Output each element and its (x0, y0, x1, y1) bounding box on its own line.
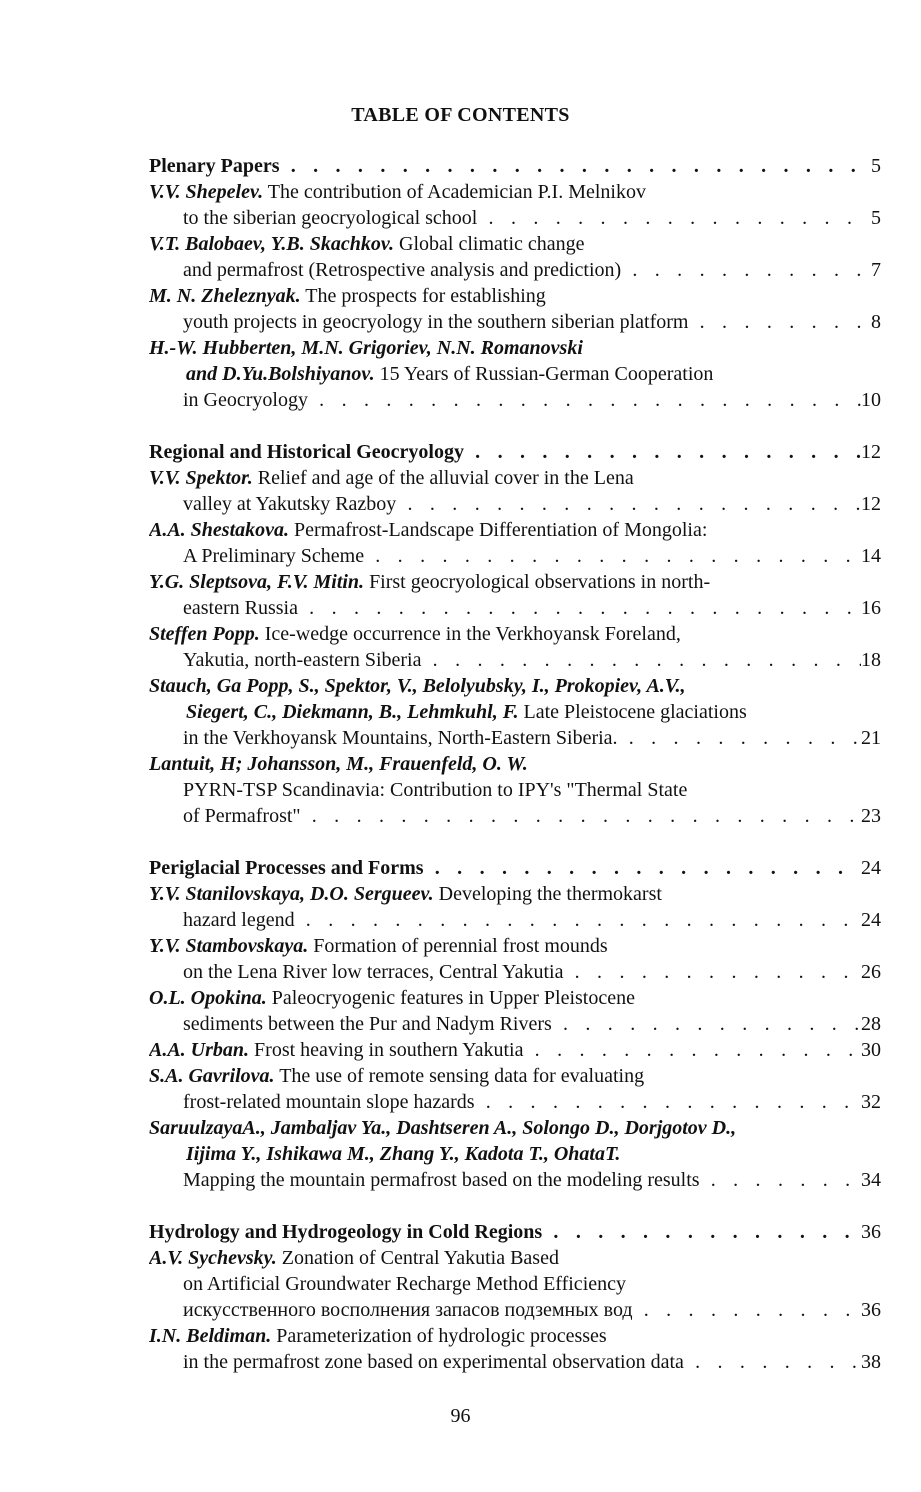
entry-title: Mapping the mountain permafrost based on the modeling results . . (183, 1167, 861, 1193)
entry-title: Global climatic change (394, 233, 585, 255)
entry-authors: M. N. Zheleznyak. (149, 285, 301, 307)
page-ref: 36 (861, 1221, 881, 1243)
page-ref: 7 (871, 259, 881, 281)
entry-authors: V.T. Balobaev, Y.B. Skachkov. (149, 233, 395, 255)
toc-entry-shepelev (0, 179, 921, 205)
entry-authors: O.L. Opokina. (149, 987, 267, 1009)
entry-title: First geocryological observations in north- (364, 571, 711, 593)
toc-entry-saruulzaya (0, 1115, 921, 1141)
page-ref: 34 (861, 1169, 881, 1191)
page-title: TABLE OF CONTENTS (351, 104, 570, 126)
entry-title-cont: in the Verkhoyansk Mountains, North-Eastern Siberia. . . (183, 725, 861, 751)
entry-title-cont: frost-related mountain slope hazards . . (183, 1089, 861, 1115)
page-ref: 21 (861, 727, 881, 749)
toc-entry-opokina (0, 985, 921, 1011)
page-ref: 24 (861, 909, 881, 931)
toc-entry-spektor (0, 465, 921, 491)
page-ref: 30 (861, 1039, 881, 1061)
entry-title: Developing the thermokarst (433, 883, 662, 905)
section-heading-regional: Regional and Historical Geocryology . . 12 (0, 439, 921, 465)
entry-title-cont: eastern Russia . . (183, 595, 861, 621)
toc-entry-sleptsova (0, 569, 921, 595)
toc-entry-stanilovskaya (0, 881, 921, 907)
entry-title-cont: искусственного восполнения запасов подземных вод . . (183, 1297, 861, 1323)
toc-entry-balobaev (0, 231, 921, 257)
entry-title: Formation of perennial frost mounds (308, 935, 608, 957)
page-ref: 18 (861, 649, 881, 671)
page-ref: 14 (861, 545, 881, 567)
toc-entry-beldiman (0, 1323, 921, 1349)
entry-authors: Y.G. Sleptsova, F.V. Mitin. (149, 571, 365, 593)
page-ref: 26 (861, 961, 881, 983)
toc-entry-popp (0, 621, 921, 647)
page-ref: 5 (871, 155, 881, 177)
toc-entry-hubberten (0, 335, 921, 361)
page-ref: 28 (861, 1013, 881, 1035)
entry-title-cont: hazard legend . . (183, 907, 861, 933)
entry-title-cont: valley at Yakutsky Razboy . . (183, 491, 861, 517)
entry-title-cont: of Permafrost" . . (183, 803, 861, 829)
entry-title: 15 Years of Russian-German Cooperation (374, 363, 714, 385)
entry-title-cont: in Geocryology . . (183, 387, 861, 413)
entry-authors: SaruulzayaA., Jambaljav Ya., Dashtseren A., Solongo D., Dorjgotov D., (149, 1117, 737, 1139)
entry-title-cont: Yakutia, north-eastern Siberia . . (183, 647, 861, 673)
entry-title-cont: to the siberian geocryological school . . (183, 205, 861, 231)
entry-title: Frost heaving in southern Yakutia (249, 1039, 524, 1061)
entry-title-cont: on Artificial Groundwater Recharge Method Efficiency (183, 1273, 626, 1295)
entry-title: PYRN-TSP Scandinavia: Contribution to IPY's "Thermal State (183, 779, 688, 801)
page-ref: 8 (871, 311, 881, 333)
entry-title: The contribution of Academician P.I. Melnikov (263, 181, 646, 203)
entry-authors-cont: Iijima Y., Ishikawa M., Zhang Y., Kadota T., OhataT. (186, 1143, 621, 1165)
page-ref: 32 (861, 1091, 881, 1113)
entry-title-cont: A Preliminary Scheme . . (183, 543, 861, 569)
entry-title: Ice-wedge occurrence in the Verkhoyansk Foreland, (259, 623, 681, 645)
page-ref: 16 (861, 597, 881, 619)
entry-title: Late Pleistocene glaciations (518, 701, 747, 723)
entry-authors: I.N. Beldiman. (149, 1325, 272, 1347)
toc-entry-sychevsky (0, 1245, 921, 1271)
entry-title: Parameterization of hydrologic processes (271, 1325, 607, 1347)
section-heading-periglacial: Periglacial Processes and Forms . . 24 (0, 855, 921, 881)
entry-authors: Steffen Popp. (149, 623, 260, 645)
section-heading-plenary: Plenary Papers . . 5 (0, 153, 921, 179)
entry-title: Zonation of Central Yakutia Based (276, 1247, 559, 1269)
section-heading-hydrology: Hydrology and Hydrogeology in Cold Regions . . 36 (0, 1219, 921, 1245)
entry-authors: Lantuit, H; Johansson, M., Frauenfeld, O. W. (149, 753, 528, 775)
entry-authors: A.A. Urban. (149, 1039, 250, 1061)
entry-title: Relief and age of the alluvial cover in the Lena (252, 467, 634, 489)
entry-authors-cont: Siegert, C., Diekmann, B., Lehmkuhl, F. (186, 701, 519, 723)
entry-authors: A.V. Sychevsky. (149, 1247, 277, 1269)
page-ref: 5 (871, 207, 881, 229)
entry-title: The use of remote sensing data for evaluating (274, 1065, 645, 1087)
toc-entry-stauch (0, 673, 921, 699)
page-ref: 38 (861, 1351, 881, 1373)
page-ref: 36 (861, 1299, 881, 1321)
page-ref: 23 (861, 805, 881, 827)
toc-entry-zheleznyak (0, 283, 921, 309)
entry-authors: Stauch, Ga Popp, S., Spektor, V., Belolyubsky, I., Prokopiev, A.V., (149, 675, 686, 697)
entry-authors: V.V. Spektor. (149, 467, 253, 489)
page-ref: 12 (861, 493, 881, 515)
entry-authors: H.-W. Hubberten, M.N. Grigoriev, N.N. Romanovski (149, 337, 583, 359)
entry-title-cont: on the Lena River low terraces, Central Yakutia . . (183, 959, 861, 985)
entry-title-cont: youth projects in geocryology in the southern siberian platform . . (183, 309, 861, 335)
entry-title: Permafrost-Landscape Differentiation of Mongolia: (289, 519, 708, 541)
toc-entry-lantuit (0, 751, 921, 777)
toc-entry-stambovskaya (0, 933, 921, 959)
entry-authors: V.V. Shepelev. (149, 181, 264, 203)
toc-entry-shestakova (0, 517, 921, 543)
entry-title-cont: and permafrost (Retrospective analysis and prediction) . . (183, 257, 861, 283)
page-ref: 10 (861, 389, 881, 411)
entry-authors: A.A. Shestakova. (149, 519, 290, 541)
entry-authors-cont: and D.Yu.Bolshiyanov. (186, 363, 375, 385)
page-ref: 24 (861, 857, 881, 879)
page-number: 96 (450, 1405, 471, 1427)
entry-authors: S.A. Gavrilova. (149, 1065, 275, 1087)
toc-entry-gavrilova (0, 1063, 921, 1089)
entry-title: The prospects for establishing (300, 285, 546, 307)
entry-title-cont: sediments between the Pur and Nadym Rivers . . (183, 1011, 861, 1037)
toc-entry-urban (0, 1037, 921, 1063)
table-of-contents (0, 153, 921, 1375)
entry-title: Paleocryogenic features in Upper Pleistocene (266, 987, 635, 1009)
page-ref: 12 (861, 441, 881, 463)
entry-authors: Y.V. Stanilovskaya, D.O. Sergueev. (149, 883, 434, 905)
entry-authors: Y.V. Stambovskaya. (149, 935, 309, 957)
entry-title-cont: in the permafrost zone based on experimental observation data . . (183, 1349, 861, 1375)
